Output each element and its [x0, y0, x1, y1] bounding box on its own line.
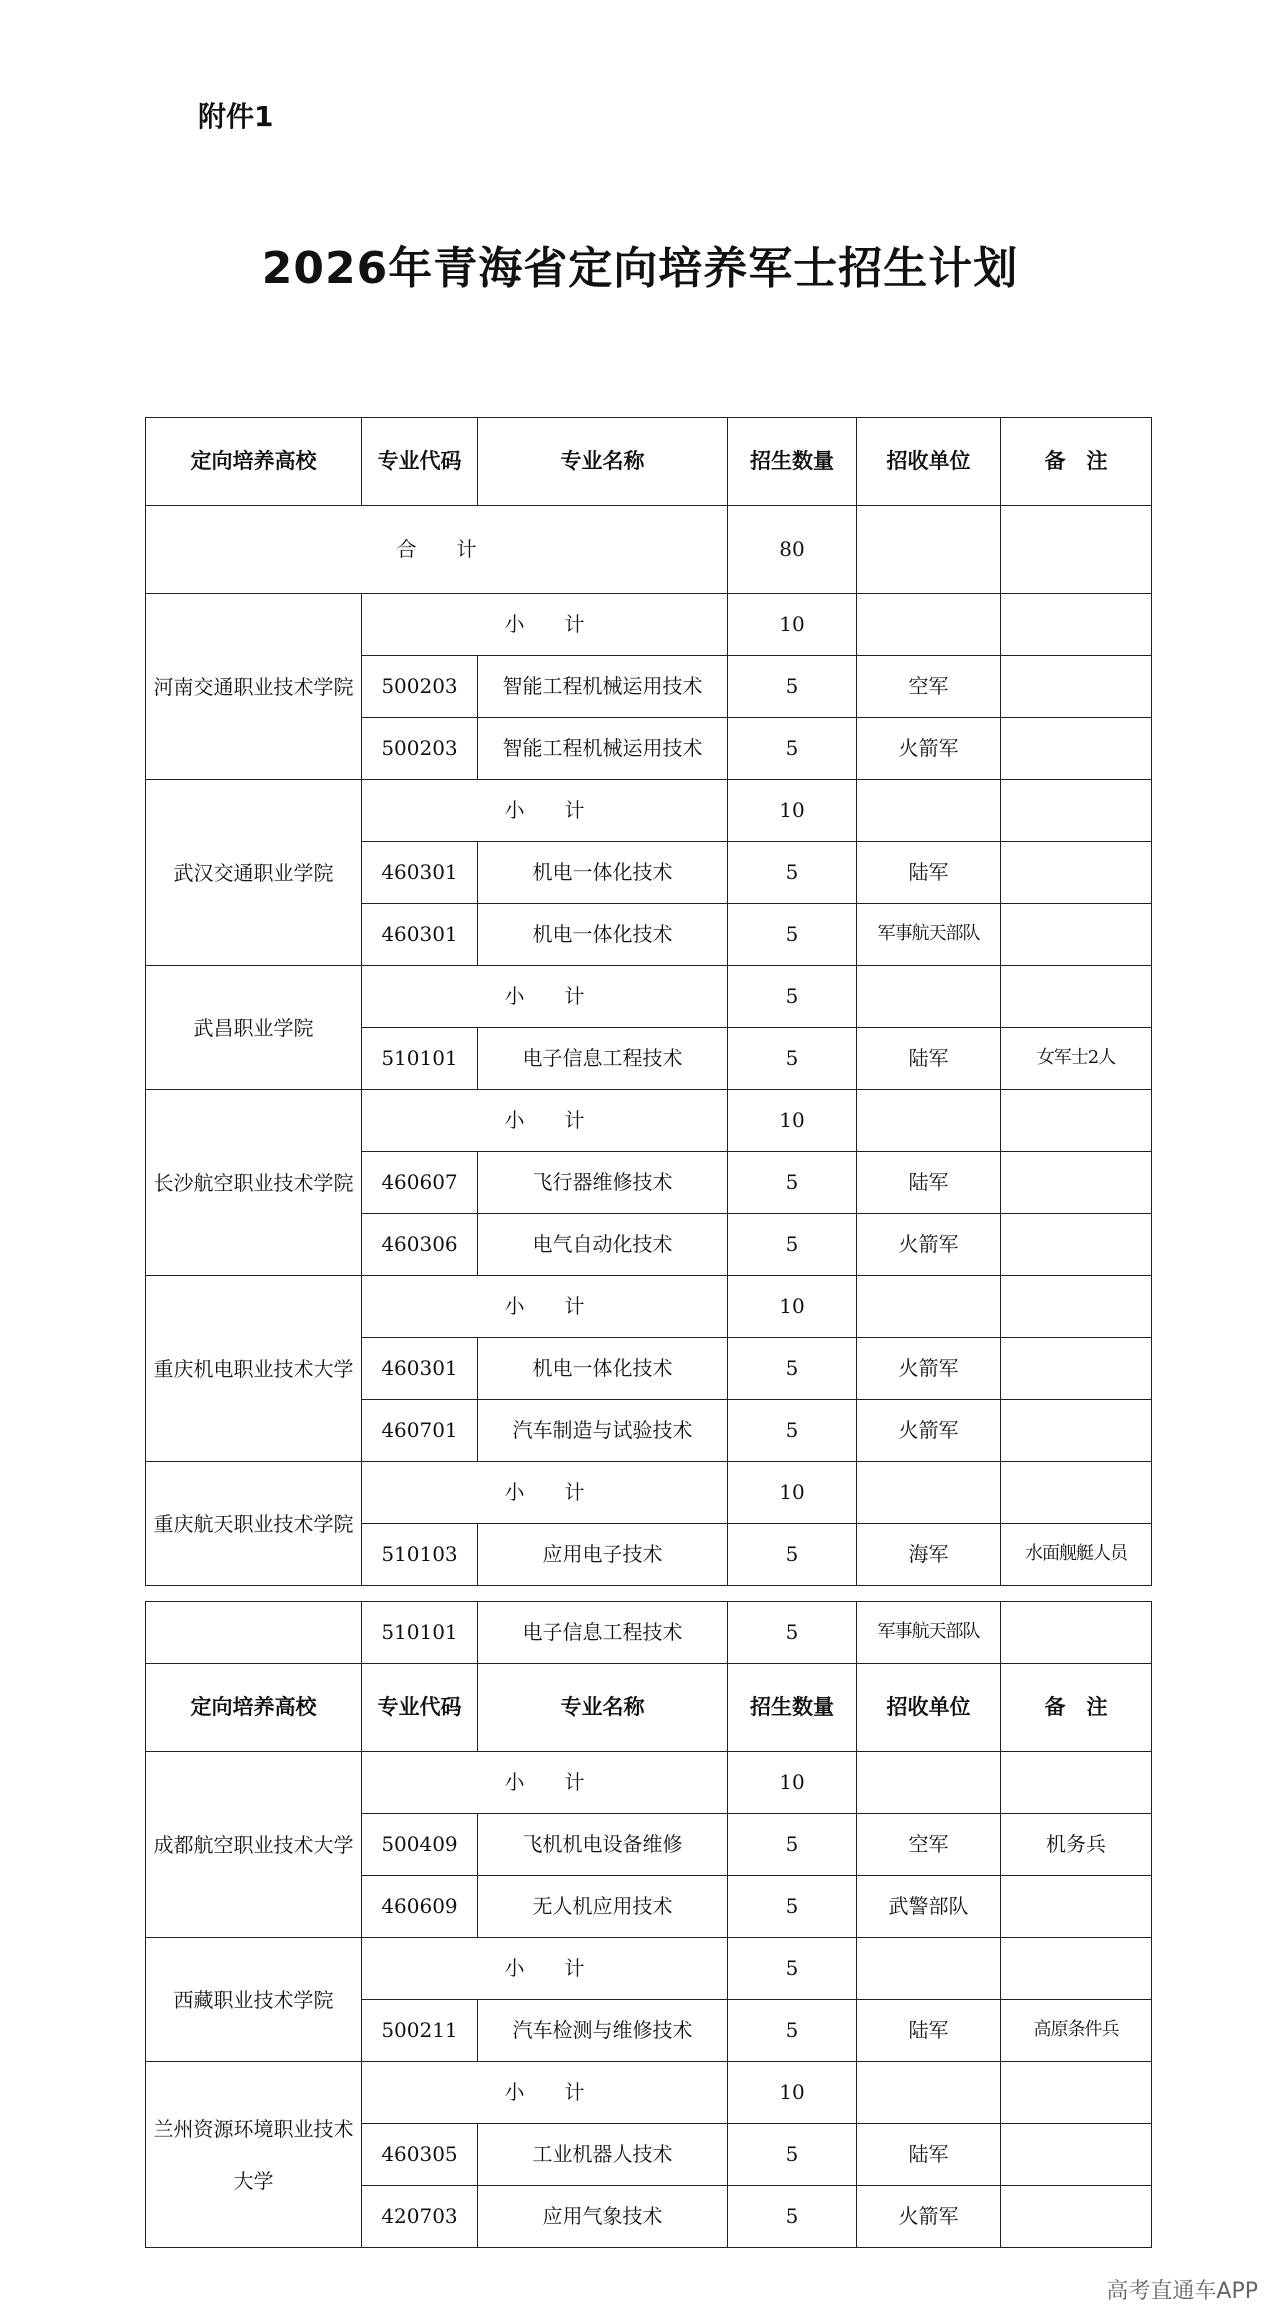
- major-name: 机电一体化技术: [478, 904, 728, 966]
- subtotal-note: [1001, 1752, 1152, 1814]
- subtotal-label: 小 计: [362, 1462, 728, 1524]
- remark: 女军士2人: [1001, 1028, 1152, 1090]
- remark: 水面舰艇人员: [1001, 1524, 1152, 1586]
- major-code: 460301: [362, 904, 478, 966]
- major-code: 500211: [362, 2000, 478, 2062]
- major-code: 460609: [362, 1876, 478, 1938]
- table-row: [146, 780, 1152, 842]
- header-school: 定向培养高校: [146, 1664, 362, 1752]
- major-code: 510103: [362, 1524, 478, 1586]
- major-code: 460306: [362, 1214, 478, 1276]
- subtotal-unit: [857, 1090, 1001, 1152]
- enrollment-count: 5: [728, 1152, 857, 1214]
- school-name: 重庆机电职业技术大学: [146, 1276, 362, 1462]
- table-row: [146, 1462, 1152, 1524]
- major-code: 500203: [362, 718, 478, 780]
- recruiting-unit: 空军: [857, 1814, 1001, 1876]
- subtotal-label: 小 计: [362, 1090, 728, 1152]
- remark: [1001, 1152, 1152, 1214]
- recruiting-unit: 海军: [857, 1524, 1001, 1586]
- major-name: 汽车制造与试验技术: [478, 1400, 728, 1462]
- attachment-label: 附件1: [198, 100, 274, 133]
- major-name: 工业机器人技术: [478, 2124, 728, 2186]
- subtotal-count: 10: [728, 594, 857, 656]
- continuation-row: [146, 1602, 1152, 1664]
- total-label: 合 计: [146, 506, 728, 594]
- remark: [1001, 904, 1152, 966]
- remark: 高原条件兵: [1001, 2000, 1152, 2062]
- school-name: 长沙航空职业技术学院: [146, 1090, 362, 1276]
- subtotal-note: [1001, 780, 1152, 842]
- school-name: 西藏职业技术学院: [146, 1938, 362, 2062]
- recruiting-unit: 火箭军: [857, 1400, 1001, 1462]
- school-name: 成都航空职业技术大学: [146, 1752, 362, 1938]
- watermark: 高考直通车APP: [1106, 2279, 1258, 2304]
- header-unit: 招收单位: [857, 418, 1001, 506]
- enrollment-count: 5: [728, 1400, 857, 1462]
- enrollment-count: 5: [728, 2000, 857, 2062]
- enrollment-count: 5: [728, 1028, 857, 1090]
- table-row: [146, 1276, 1152, 1338]
- subtotal-label: 小 计: [362, 780, 728, 842]
- major-code: 500409: [362, 1814, 478, 1876]
- recruiting-unit: 火箭军: [857, 718, 1001, 780]
- major-name: 智能工程机械运用技术: [478, 656, 728, 718]
- subtotal-label: 小 计: [362, 1938, 728, 2000]
- header-note: 备 注: [1001, 418, 1152, 506]
- subtotal-note: [1001, 966, 1152, 1028]
- subtotal-note: [1001, 1462, 1152, 1524]
- recruiting-unit: 陆军: [857, 2000, 1001, 2062]
- recruiting-unit: 军事航天部队: [857, 904, 1001, 966]
- subtotal-label: 小 计: [362, 1752, 728, 1814]
- header-row: [146, 418, 1152, 506]
- total-note: [1001, 506, 1152, 594]
- recruiting-unit: 军事航天部队: [857, 1602, 1001, 1664]
- subtotal-count: 10: [728, 1090, 857, 1152]
- header-count: 招生数量: [728, 1664, 857, 1752]
- enrollment-count: 5: [728, 1876, 857, 1938]
- recruiting-unit: 陆军: [857, 1152, 1001, 1214]
- school-name: 兰州资源环境职业技术大学: [146, 2062, 362, 2248]
- major-code: 510101: [362, 1028, 478, 1090]
- subtotal-count: 5: [728, 966, 857, 1028]
- enrollment-count: 5: [728, 842, 857, 904]
- subtotal-unit: [857, 780, 1001, 842]
- subtotal-unit: [857, 1752, 1001, 1814]
- subtotal-note: [1001, 1276, 1152, 1338]
- subtotal-note: [1001, 1090, 1152, 1152]
- enrollment-count: 5: [728, 2124, 857, 2186]
- major-name: 无人机应用技术: [478, 1876, 728, 1938]
- enrollment-count: 5: [728, 2186, 857, 2248]
- school-name: 武汉交通职业学院: [146, 780, 362, 966]
- major-name: 飞行器维修技术: [478, 1152, 728, 1214]
- major-name: 汽车检测与维修技术: [478, 2000, 728, 2062]
- subtotal-note: [1001, 2062, 1152, 2124]
- major-name: 电气自动化技术: [478, 1214, 728, 1276]
- subtotal-count: 10: [728, 1462, 857, 1524]
- table-row: [146, 966, 1152, 1028]
- enrollment-count: 5: [728, 656, 857, 718]
- table-row: [146, 1090, 1152, 1152]
- major-code: 460301: [362, 1338, 478, 1400]
- school-name: 重庆航天职业技术学院: [146, 1462, 362, 1586]
- recruiting-unit: 火箭军: [857, 1338, 1001, 1400]
- header-row: [146, 1664, 1152, 1752]
- subtotal-note: [1001, 1938, 1152, 2000]
- major-code: 460607: [362, 1152, 478, 1214]
- enrollment-count: 5: [728, 1338, 857, 1400]
- remark: [1001, 842, 1152, 904]
- recruiting-unit: 武警部队: [857, 1876, 1001, 1938]
- recruiting-unit: 火箭军: [857, 1214, 1001, 1276]
- subtotal-count: 10: [728, 2062, 857, 2124]
- enrollment-count: 5: [728, 1814, 857, 1876]
- subtotal-unit: [857, 2062, 1001, 2124]
- header-note: 备 注: [1001, 1664, 1152, 1752]
- enrollment-count: 5: [728, 1214, 857, 1276]
- header-school: 定向培养高校: [146, 418, 362, 506]
- major-code: 420703: [362, 2186, 478, 2248]
- major-name: 应用气象技术: [478, 2186, 728, 2248]
- subtotal-count: 10: [728, 780, 857, 842]
- header-code: 专业代码: [362, 1664, 478, 1752]
- enrollment-table-part-2: [145, 1601, 1152, 2248]
- recruiting-unit: 陆军: [857, 1028, 1001, 1090]
- major-name: 机电一体化技术: [478, 1338, 728, 1400]
- recruiting-unit: 陆军: [857, 2124, 1001, 2186]
- major-code: 460701: [362, 1400, 478, 1462]
- remark: [1001, 1338, 1152, 1400]
- major-name: 飞机机电设备维修: [478, 1814, 728, 1876]
- recruiting-unit: 陆军: [857, 842, 1001, 904]
- subtotal-label: 小 计: [362, 2062, 728, 2124]
- table-row: [146, 2062, 1152, 2124]
- remark: [1001, 656, 1152, 718]
- subtotal-note: [1001, 594, 1152, 656]
- subtotal-unit: [857, 966, 1001, 1028]
- subtotal-unit: [857, 594, 1001, 656]
- subtotal-label: 小 计: [362, 1276, 728, 1338]
- total-unit: [857, 506, 1001, 594]
- enrollment-count: 5: [728, 1524, 857, 1586]
- school-name: [146, 1602, 362, 1664]
- subtotal-count: 10: [728, 1752, 857, 1814]
- subtotal-unit: [857, 1462, 1001, 1524]
- enrollment-count: 5: [728, 904, 857, 966]
- header-count: 招生数量: [728, 418, 857, 506]
- total-count: 80: [728, 506, 857, 594]
- subtotal-unit: [857, 1276, 1001, 1338]
- header-major: 专业名称: [478, 418, 728, 506]
- total-row: [146, 506, 1152, 594]
- school-name: 武昌职业学院: [146, 966, 362, 1090]
- remark: [1001, 2124, 1152, 2186]
- header-unit: 招收单位: [857, 1664, 1001, 1752]
- major-name: 电子信息工程技术: [478, 1602, 728, 1664]
- remark: [1001, 1400, 1152, 1462]
- remark: [1001, 1214, 1152, 1276]
- major-code: 460301: [362, 842, 478, 904]
- subtotal-label: 小 计: [362, 966, 728, 1028]
- header-code: 专业代码: [362, 418, 478, 506]
- remark: [1001, 1876, 1152, 1938]
- major-code: 510101: [362, 1602, 478, 1664]
- table-row: [146, 1938, 1152, 2000]
- remark: 机务兵: [1001, 1814, 1152, 1876]
- remark: [1001, 718, 1152, 780]
- major-code: 500203: [362, 656, 478, 718]
- recruiting-unit: 空军: [857, 656, 1001, 718]
- school-name: 河南交通职业技术学院: [146, 594, 362, 780]
- page-title: 2026年青海省定向培养军士招生计划: [261, 243, 1019, 294]
- remark: [1001, 1602, 1152, 1664]
- subtotal-label: 小 计: [362, 594, 728, 656]
- enrollment-count: 5: [728, 1602, 857, 1664]
- major-name: 机电一体化技术: [478, 842, 728, 904]
- recruiting-unit: 火箭军: [857, 2186, 1001, 2248]
- subtotal-count: 5: [728, 1938, 857, 2000]
- subtotal-count: 10: [728, 1276, 857, 1338]
- major-name: 智能工程机械运用技术: [478, 718, 728, 780]
- major-name: 电子信息工程技术: [478, 1028, 728, 1090]
- enrollment-count: 5: [728, 718, 857, 780]
- enrollment-table-part-1: [145, 417, 1152, 1586]
- remark: [1001, 2186, 1152, 2248]
- major-code: 460305: [362, 2124, 478, 2186]
- table-row: [146, 594, 1152, 656]
- major-name: 应用电子技术: [478, 1524, 728, 1586]
- header-major: 专业名称: [478, 1664, 728, 1752]
- table-row: [146, 1752, 1152, 1814]
- subtotal-unit: [857, 1938, 1001, 2000]
